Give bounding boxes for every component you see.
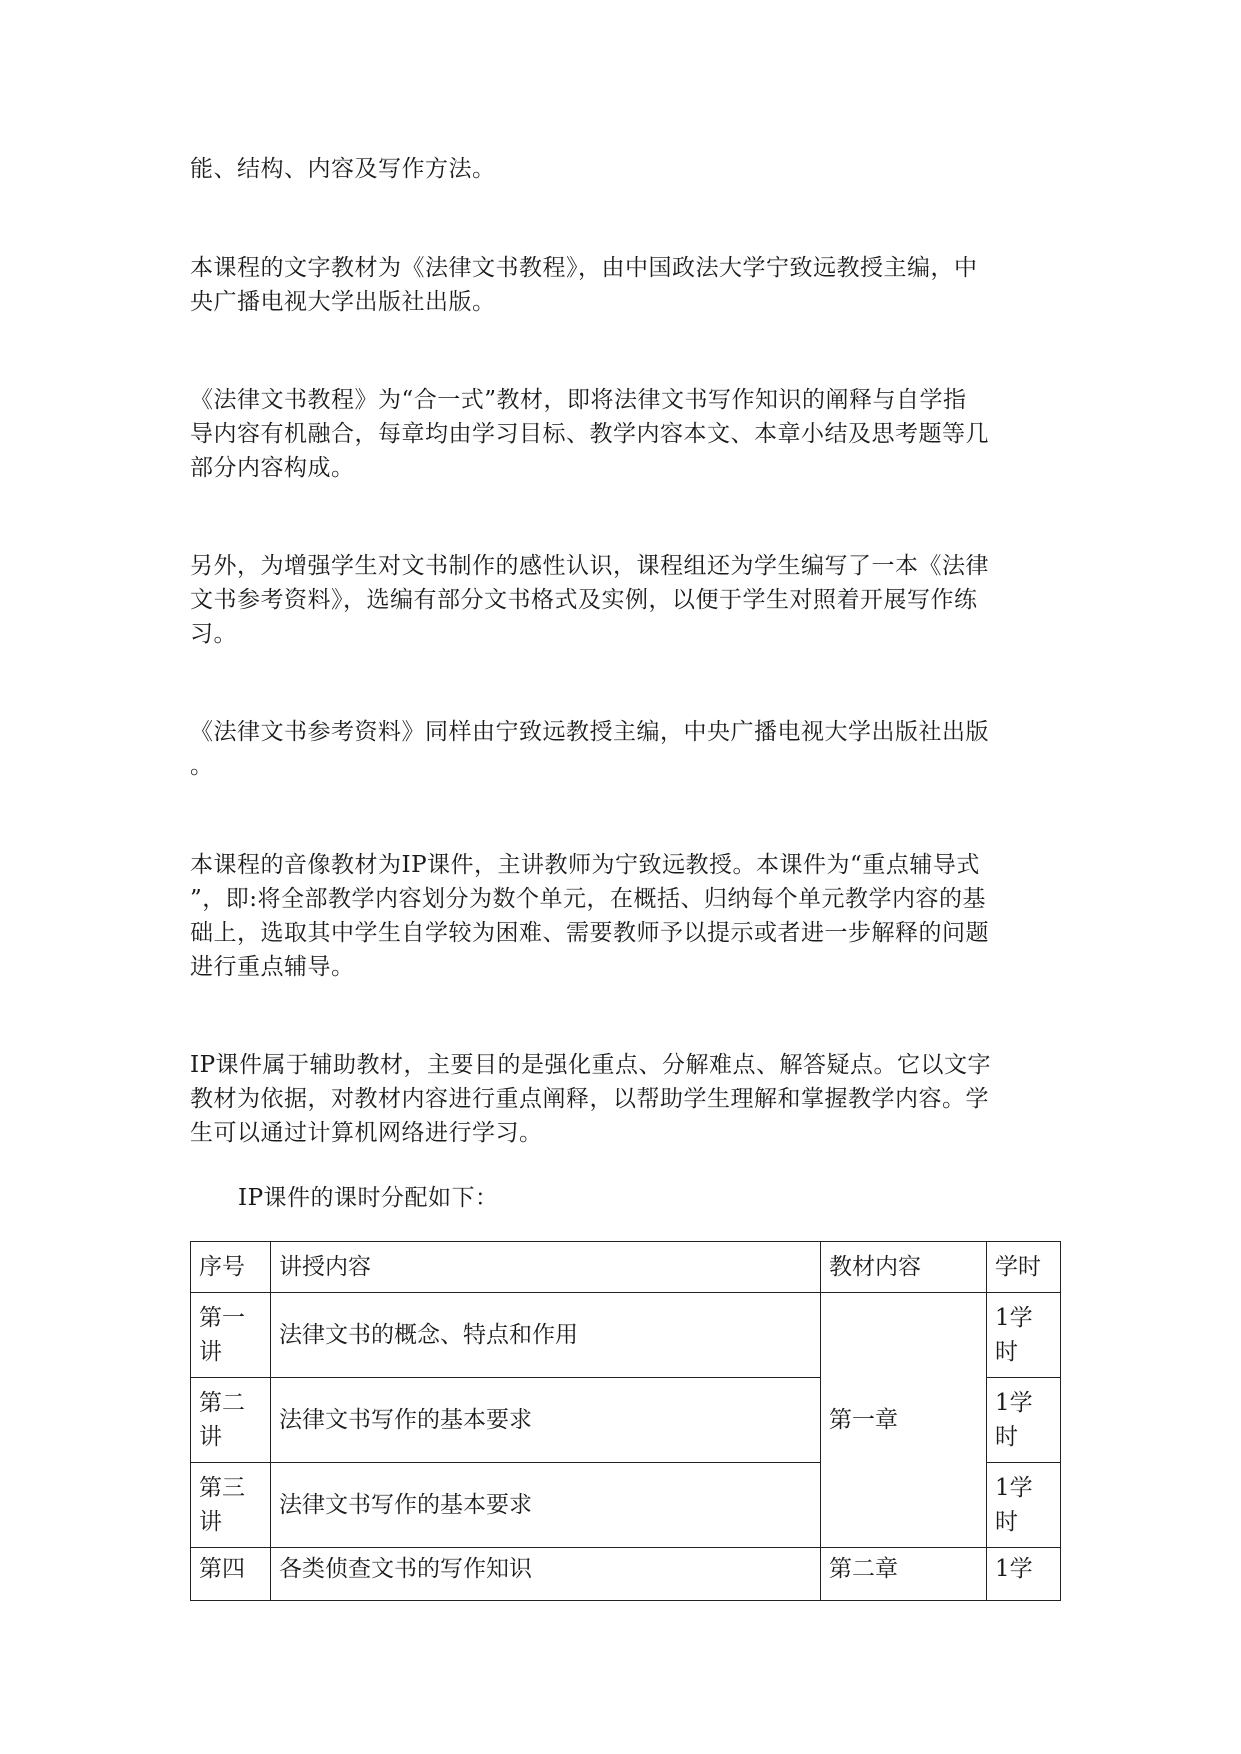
cell-topic: 各类侦查文书的写作知识 (271, 1548, 821, 1601)
table-intro: IP课件的课时分配如下： (238, 1185, 499, 1211)
cell-topic: 法律文书写作的基本要求 (271, 1463, 821, 1548)
cell-no: 第四 (191, 1548, 271, 1601)
table-row (191, 1293, 1061, 1378)
cell-material: 第二章 (821, 1548, 987, 1601)
cell-no: 第二 讲 (191, 1378, 271, 1463)
cell-hours: 1学 (987, 1548, 1061, 1601)
header-hours: 学时 (987, 1242, 1061, 1293)
paragraph: 《法律文书参考资料》同样由宁致远教授主编，中央广播电视大学出版社出版 。 (190, 719, 989, 779)
paragraph: 本课程的音像教材为IP课件，主讲教师为宁致远教授。本课件为“重点辅导式 ”，即:将全部教学内容划分为数个单元，在概括、归纳每个单元教学内容的基 础上，选取其中学生自学较为困难、需要教师予以提示或者进一步解释的问题 进行重点辅导。 (190, 852, 989, 980)
cell-topic: 法律文书写作的基本要求 (271, 1378, 821, 1463)
cell-topic: 法律文书的概念、特点和作用 (271, 1293, 821, 1378)
paragraph: 本课程的文字教材为《法律文书教程》，由中国政法大学宁致远教授主编，中 央广播电视大学出版社出版。 (190, 255, 978, 315)
paragraph: 能、结构、内容及写作方法。 (190, 156, 496, 182)
header-material: 教材内容 (821, 1242, 987, 1293)
cell-hours: 1学 时 (987, 1463, 1061, 1548)
class-hours-table (190, 1241, 1061, 1601)
table-row (191, 1548, 1061, 1601)
table-header-row (191, 1242, 1061, 1293)
header-topic: 讲授内容 (271, 1242, 821, 1293)
cell-material-merged: 第一章 (821, 1293, 987, 1548)
header-no: 序号 (191, 1242, 271, 1293)
paragraph: 《法律文书教程》为“合一式”教材，即将法律文书写作知识的阐释与自学指 导内容有机融合，每章均由学习目标、教学内容本文、本章小结及思考题等几 部分内容构成。 (190, 387, 989, 481)
cell-hours: 1学 时 (987, 1293, 1061, 1378)
cell-no: 第三 讲 (191, 1463, 271, 1548)
cell-hours: 1学 时 (987, 1378, 1061, 1463)
paragraph: 另外，为增强学生对文书制作的感性认识，课程组还为学生编写了一本《法律 文书参考资料》，选编有部分文书格式及实例，以便于学生对照着开展写作练 习。 (190, 553, 989, 647)
cell-no: 第一 讲 (191, 1293, 271, 1378)
paragraph: IP课件属于辅助教材，主要目的是强化重点、分解难点、解答疑点。它以文字 教材为依据，对教材内容进行重点阐释，以帮助学生理解和掌握教学内容。学 生可以通过计算机网络进行学习。 (190, 1052, 992, 1146)
